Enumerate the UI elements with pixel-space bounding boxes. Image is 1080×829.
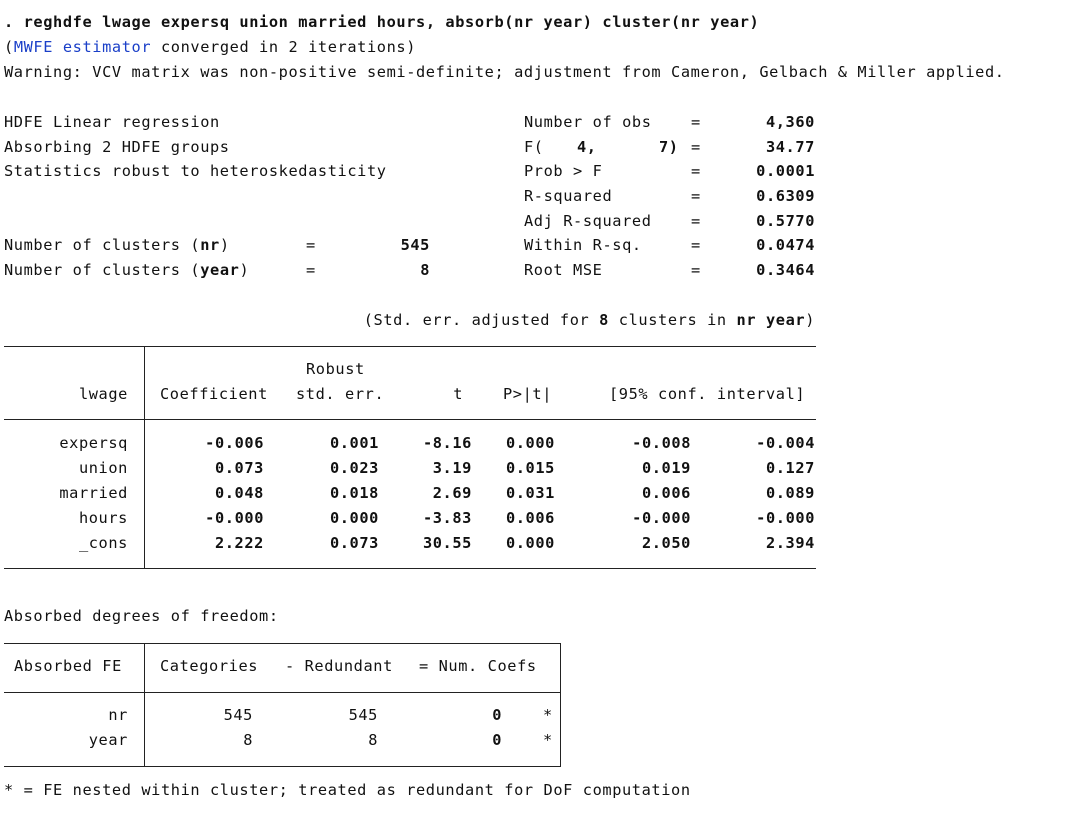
model-type: HDFE Linear regression (4, 113, 220, 131)
coef-ci-low: -0.008 (632, 434, 691, 452)
coef-p: 0.015 (505, 459, 555, 477)
stat-f-df2: 7) (659, 138, 679, 156)
absorbed-fe: nr (108, 706, 128, 724)
stat-adjr2-eq: = (691, 212, 701, 230)
stat-probf-value: 0.0001 (756, 162, 815, 180)
coef-value: 0.048 (214, 484, 264, 502)
cluster-count-nr-value: 545 (400, 236, 430, 254)
cluster-count-nr-label: Number of clusters (nr) (4, 236, 230, 254)
coef-ci-high: 0.089 (765, 484, 815, 502)
nested-fe-footnote: * = FE nested within cluster; treated as redundant for DoF computation (4, 781, 691, 799)
coef-var: married (59, 484, 128, 502)
absorbed-redundant: 8 (368, 731, 378, 749)
stat-within-r2-label: Within R-sq. (524, 236, 642, 254)
absorbed-nested-star: * (543, 706, 553, 724)
stat-adjr2-value: 0.5770 (756, 212, 815, 230)
absorbed-header-coefs: = Num. Coefs (419, 657, 537, 675)
stat-rootmse-label: Root MSE (524, 261, 603, 279)
stat-r2-eq: = (691, 187, 701, 205)
coef-ci-high: -0.000 (756, 509, 815, 527)
cluster-var-nr: nr (200, 236, 220, 254)
coef-ci-low: 0.006 (641, 484, 691, 502)
absorbed-table-top-rule (4, 643, 560, 644)
stat-probf-label: Prob > F (524, 162, 603, 180)
absorbed-header-categories: Categories (160, 657, 259, 675)
coef-value: 0.073 (214, 459, 264, 477)
coef-se: 0.018 (329, 484, 379, 502)
absorbed-table-header-rule (4, 692, 560, 693)
coef-p: 0.006 (505, 509, 555, 527)
coef-se: 0.023 (329, 459, 379, 477)
stat-nobs-label: Number of obs (524, 113, 652, 131)
coef-p: 0.000 (505, 534, 555, 552)
absorbed-header-fe: Absorbed FE (14, 657, 122, 675)
absorbed-table-bottom-rule (4, 766, 560, 767)
coef-table-header-rule (4, 419, 816, 420)
absorbed-categories: 8 (243, 731, 253, 749)
vcv-warning: Warning: VCV matrix was non-positive semi-definite; adjustment from Cameron, Gelbach & Miller applied. (4, 63, 1005, 81)
cluster-count-year-value: 8 (420, 261, 430, 279)
command-prompt: . (4, 13, 24, 31)
stat-within-r2-value: 0.0474 (756, 236, 815, 254)
coef-table-bottom-rule (4, 568, 816, 569)
convergence-line (4, 38, 416, 56)
absorbed-fe: year (88, 731, 128, 749)
stat-probf-eq: = (691, 162, 701, 180)
command-line (4, 13, 759, 31)
convergence-open-paren: ( (4, 38, 14, 56)
absorbed-redundant: 545 (348, 706, 378, 724)
stat-f-df1: 4, (577, 138, 597, 156)
coef-header-t: t (453, 385, 463, 403)
coef-se: 0.073 (329, 534, 379, 552)
stat-f-eq: = (691, 138, 701, 156)
coef-p: 0.000 (505, 434, 555, 452)
coef-ci-high: -0.004 (756, 434, 815, 452)
coef-se: 0.000 (329, 509, 379, 527)
coef-var: expersq (59, 434, 128, 452)
coef-t: -8.16 (422, 434, 472, 452)
absorbed-categories: 545 (223, 706, 253, 724)
stat-rootmse-eq: = (691, 261, 701, 279)
coef-header-p: P>|t| (503, 385, 553, 403)
coef-header-coef: Coefficient (160, 385, 268, 403)
se-adjustment-note: (Std. err. adjusted for 8 clusters in nr year) (363, 311, 815, 329)
se-cluster-count: 8 (599, 311, 609, 329)
coef-ci-low: 0.019 (641, 459, 691, 477)
coef-ci-low: 2.050 (641, 534, 691, 552)
absorbed-dof-title: Absorbed degrees of freedom: (4, 607, 279, 625)
convergence-rest: converged in 2 iterations) (151, 38, 417, 56)
stat-nobs-eq: = (691, 113, 701, 131)
coef-t: 30.55 (422, 534, 472, 552)
mwfe-estimator-link[interactable]: MWFE estimator (13, 38, 152, 56)
coef-t: 2.69 (432, 484, 472, 502)
absorbing-groups: Absorbing 2 HDFE groups (4, 138, 230, 156)
coef-value: 2.222 (214, 534, 264, 552)
absorbed-num-coefs: 0 (492, 706, 502, 724)
coef-table-top-rule (4, 346, 816, 347)
coef-var: union (78, 459, 128, 477)
cluster-count-nr-eq: = (306, 236, 316, 254)
absorbed-table-right-rule (560, 643, 561, 767)
coef-ci-high: 2.394 (765, 534, 815, 552)
coef-depvar: lwage (78, 385, 128, 403)
stat-r2-label: R-squared (524, 187, 613, 205)
coef-var: _cons (78, 534, 128, 552)
coef-header-se: std. err. (296, 385, 385, 403)
absorbed-header-redundant: - Redundant (285, 657, 393, 675)
se-cluster-vars: nr year (736, 311, 806, 329)
coef-se: 0.001 (329, 434, 379, 452)
cluster-count-year-label: Number of clusters (year) (4, 261, 250, 279)
stat-rootmse-value: 0.3464 (756, 261, 815, 279)
absorbed-num-coefs: 0 (492, 731, 502, 749)
coef-table-vertical-rule (144, 346, 145, 568)
stat-nobs-value: 4,360 (765, 113, 815, 131)
robust-statement: Statistics robust to heteroskedasticity (4, 162, 387, 180)
coef-value: -0.000 (205, 509, 264, 527)
coef-header-robust: Robust (306, 360, 365, 378)
coef-var: hours (78, 509, 128, 527)
coef-header-ci: [95% conf. interval] (609, 385, 806, 403)
coef-ci-high: 0.127 (765, 459, 815, 477)
stat-r2-value: 0.6309 (756, 187, 815, 205)
coef-value: -0.006 (205, 434, 264, 452)
stat-f-label: F( (524, 138, 544, 156)
stat-adjr2-label: Adj R-squared (524, 212, 652, 230)
coef-t: 3.19 (432, 459, 472, 477)
stat-f-value: 34.77 (765, 138, 815, 156)
absorbed-nested-star: * (543, 731, 553, 749)
coef-p: 0.031 (505, 484, 555, 502)
cluster-count-year-eq: = (306, 261, 316, 279)
coef-t: -3.83 (422, 509, 472, 527)
command-text: reghdfe lwage expersq union married hours, absorb(nr year) cluster(nr year) (23, 13, 760, 31)
coef-ci-low: -0.000 (632, 509, 691, 527)
stat-within-r2-eq: = (691, 236, 701, 254)
cluster-var-year: year (200, 261, 240, 279)
absorbed-table-vertical-rule (144, 643, 145, 766)
